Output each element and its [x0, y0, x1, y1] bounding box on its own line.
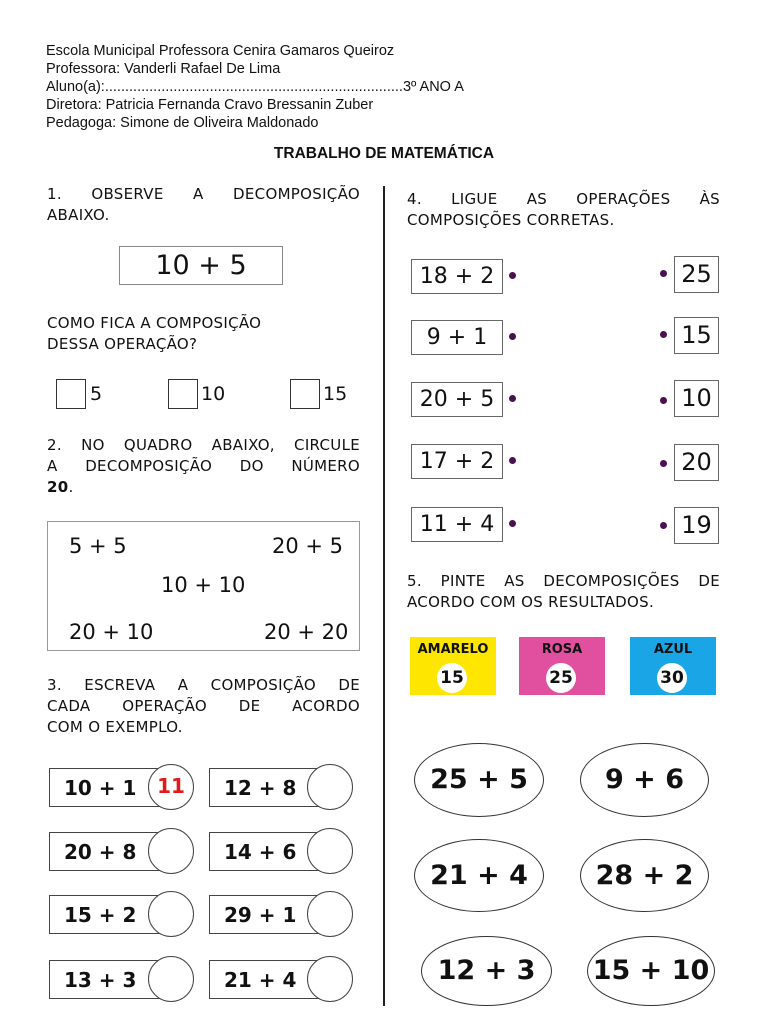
teacher-name: Professora: Vanderli Rafael De Lima: [46, 61, 281, 77]
q4-result-5-dot[interactable]: [660, 522, 667, 529]
q2-item-5-5[interactable]: 5 + 5: [69, 534, 127, 558]
q2-line3: [47, 477, 360, 498]
q3-right-answer-3[interactable]: [307, 891, 353, 937]
q2-instruction: [47, 435, 360, 498]
q4-operation-4: 17 + 2: [411, 444, 503, 479]
q2-line1: 2. NO QUADRO ABAIXO, CIRCULE: [47, 436, 360, 454]
q4-operation-1-dot[interactable]: [509, 272, 516, 279]
q4-result-4-dot[interactable]: [660, 460, 667, 467]
q4-operation-1: 18 + 2: [411, 259, 503, 294]
q3-left-op-1-text: 10 + 1: [64, 776, 137, 800]
q3-left-answer-1[interactable]: 11: [148, 764, 194, 810]
q3-left-op-3-text: 15 + 2: [64, 903, 137, 927]
color-key-pink-value: 25: [546, 663, 576, 693]
q4-line1: 4. LIGUE AS OPERAÇÕES ÀS: [407, 190, 720, 208]
school-header: [46, 42, 464, 132]
q4-result-2-dot[interactable]: [660, 331, 667, 338]
q2-item-20-10[interactable]: 20 + 10: [69, 620, 154, 644]
q1-operation-box: 10 + 5: [119, 246, 283, 285]
q3-line1: 3. ESCREVA A COMPOSIÇÃO DE: [47, 676, 360, 694]
page-title: TRABALHO DE MATEMÁTICA: [273, 145, 495, 162]
q1-instruction: [47, 184, 360, 226]
color-key-yellow: [410, 637, 496, 695]
q5-oval-25-5[interactable]: 25 + 5: [414, 743, 544, 817]
q1-question-line1: COMO FICA A COMPOSIÇÃO: [47, 314, 262, 332]
q1-option-10-label: 10: [201, 383, 226, 405]
q2-number: 20: [47, 478, 69, 496]
q4-instruction: [407, 189, 720, 231]
q4-result-4: 20: [674, 444, 719, 481]
q4-operation-3: 20 + 5: [411, 382, 503, 417]
q4-result-2: 15: [674, 317, 719, 354]
q3-right-op-1-text: 12 + 8: [224, 776, 297, 800]
q1-line2: ABAIXO.: [47, 206, 110, 224]
q3-left-op-4-text: 13 + 3: [64, 968, 137, 992]
q5-oval-9-6[interactable]: 9 + 6: [580, 743, 709, 817]
column-divider: [383, 186, 385, 1006]
color-key-blue-name: AZUL: [653, 642, 693, 657]
q2-line2: A DECOMPOSIÇÃO DO NÚMERO: [47, 457, 360, 475]
q1-option-5-checkbox[interactable]: [56, 379, 86, 409]
color-key-pink-name: ROSA: [541, 642, 583, 657]
color-key-blue: [630, 637, 716, 695]
q4-operation-5-dot[interactable]: [509, 520, 516, 527]
q3-right-answer-4[interactable]: [307, 956, 353, 1002]
color-key-yellow-name: AMARELO: [417, 642, 489, 657]
q4-operation-5: 11 + 4: [411, 507, 503, 542]
q1-line1: 1. OBSERVE A DECOMPOSIÇÃO: [47, 185, 360, 203]
q4-operation-4-dot[interactable]: [509, 457, 516, 464]
q3-left-op-2-text: 20 + 8: [64, 840, 137, 864]
pedagogue-name: Pedagoga: Simone de Oliveira Maldonado: [46, 115, 319, 131]
q5-oval-21-4[interactable]: 21 + 4: [414, 839, 544, 912]
color-key-yellow-value: 15: [437, 663, 467, 693]
color-key-pink: [519, 637, 605, 695]
q1-option-15-label: 15: [323, 383, 348, 405]
q5-line2: ACORDO COM OS RESULTADOS.: [407, 593, 655, 611]
q2-item-20-5[interactable]: 20 + 5: [272, 534, 344, 558]
q4-result-1-dot[interactable]: [660, 270, 667, 277]
q3-right-answer-1[interactable]: [307, 764, 353, 810]
q1-question: [47, 313, 360, 355]
q3-line2: CADA OPERAÇÃO DE ACORDO: [47, 697, 360, 715]
q4-result-1: 25: [674, 256, 719, 293]
q3-right-op-3-text: 29 + 1: [224, 903, 297, 927]
school-name: Escola Municipal Professora Cenira Gamaros Queiroz: [46, 43, 395, 59]
q3-instruction: [47, 675, 360, 738]
q3-left-answer-4[interactable]: [148, 956, 194, 1002]
q1-question-line2: DESSA OPERAÇÃO?: [47, 335, 198, 353]
q5-line1: 5. PINTE AS DECOMPOSIÇÕES DE: [407, 572, 720, 590]
q3-right-op-4-text: 21 + 4: [224, 968, 297, 992]
q2-item-20-20[interactable]: 20 + 20: [264, 620, 349, 644]
q4-operation-2: 9 + 1: [411, 320, 503, 355]
director-name: Diretora: Patricia Fernanda Cravo Bressanin Zuber: [46, 97, 374, 113]
q4-operation-2-dot[interactable]: [509, 333, 516, 340]
q5-instruction: [407, 571, 720, 613]
q5-oval-28-2[interactable]: 28 + 2: [580, 839, 709, 912]
q2-item-10-10[interactable]: 10 + 10: [161, 573, 246, 597]
q4-result-3-dot[interactable]: [660, 397, 667, 404]
q4-line2: COMPOSIÇÕES CORRETAS.: [407, 211, 615, 229]
q3-left-answer-2[interactable]: [148, 828, 194, 874]
q1-option-10-checkbox[interactable]: [168, 379, 198, 409]
q3-left-answer-3[interactable]: [148, 891, 194, 937]
q4-operation-3-dot[interactable]: [509, 395, 516, 402]
q1-option-15-checkbox[interactable]: [290, 379, 320, 409]
q5-oval-12-3[interactable]: 12 + 3: [421, 936, 552, 1006]
color-key-blue-value: 30: [657, 663, 687, 693]
q3-right-answer-2[interactable]: [307, 828, 353, 874]
q1-option-5-label: 5: [90, 383, 103, 405]
student-line: Aluno(a):..........................................................................3º ANO A: [46, 79, 464, 95]
q4-result-5: 19: [674, 507, 719, 544]
q3-right-op-2-text: 14 + 6: [224, 840, 297, 864]
q2-period: .: [68, 478, 74, 496]
q3-line3: COM O EXEMPLO.: [47, 718, 183, 736]
q5-oval-15-10[interactable]: 15 + 10: [587, 936, 715, 1006]
q4-result-3: 10: [674, 380, 719, 417]
